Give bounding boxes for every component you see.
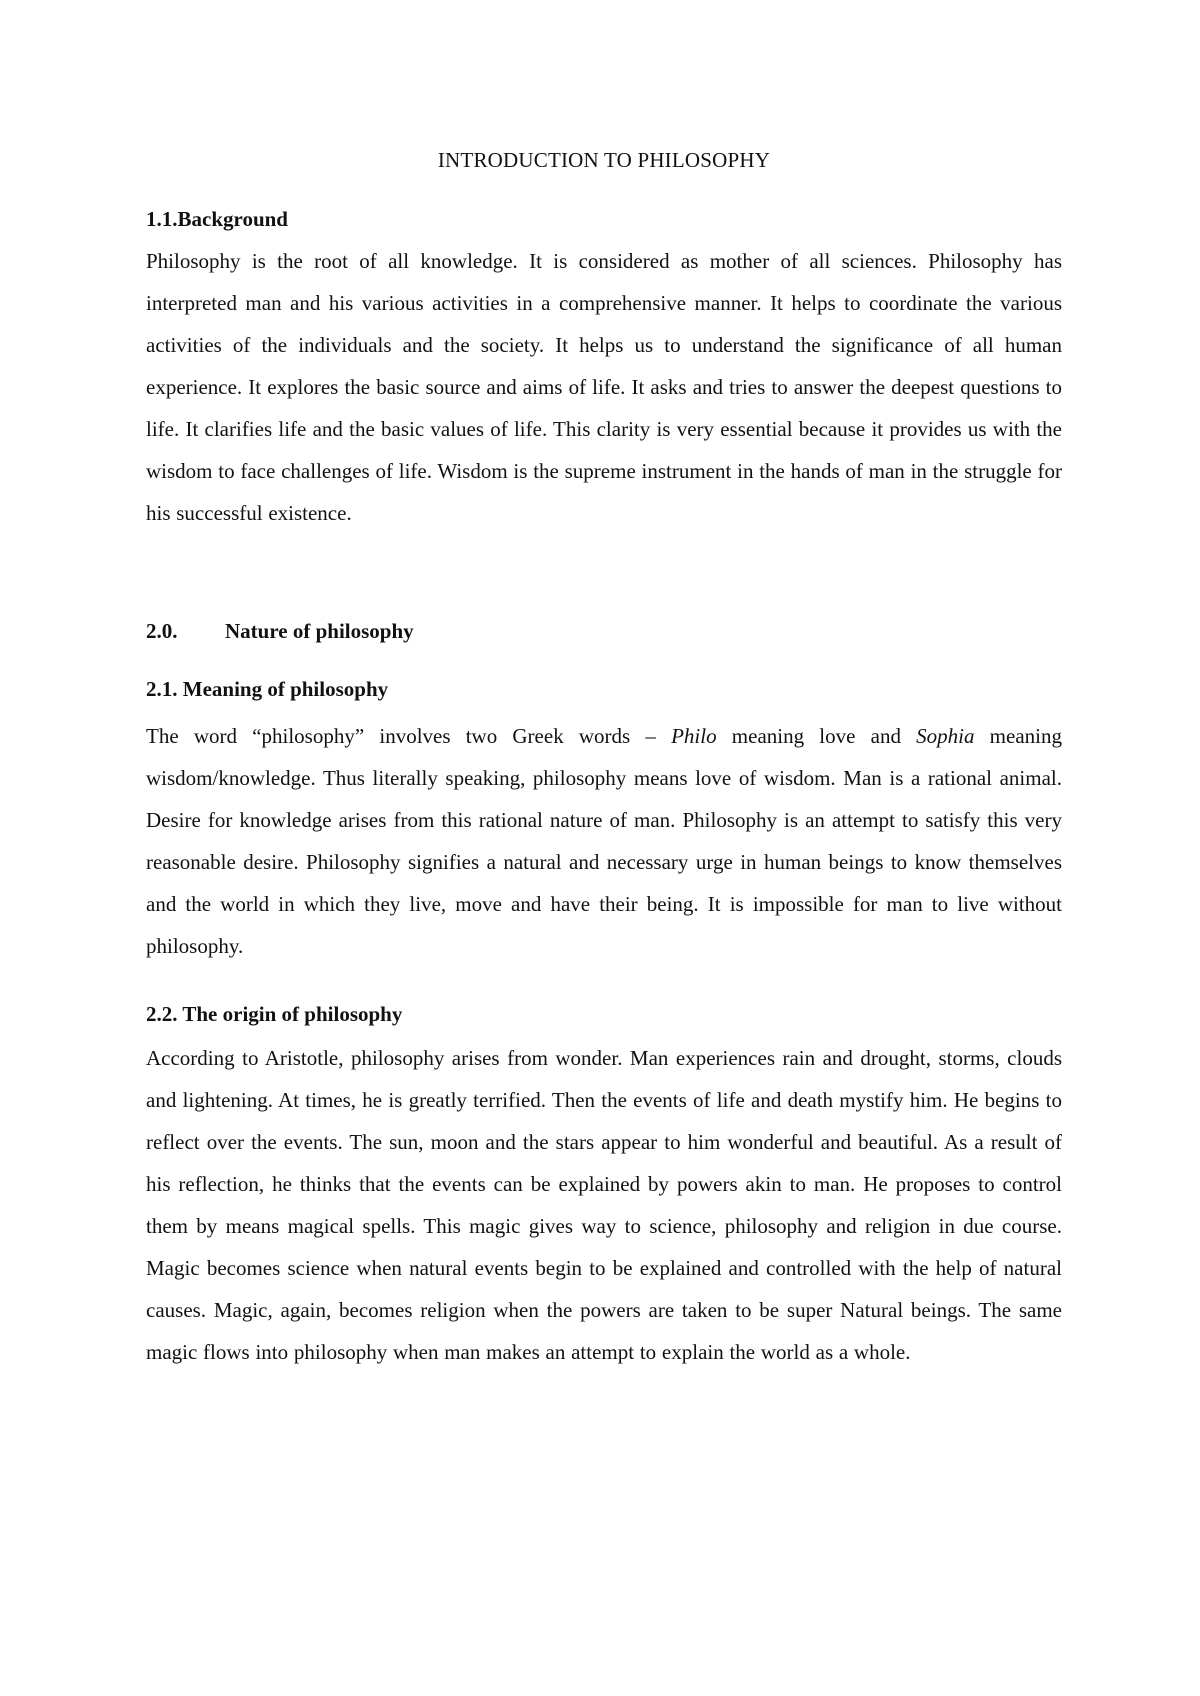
greek-word-philo: Philo (671, 724, 717, 748)
document-title: INTRODUCTION TO PHILOSOPHY (437, 148, 771, 172)
document-page (146, 0, 1062, 1696)
paragraph-text: meaning love and (716, 724, 917, 748)
section-heading-background (146, 206, 288, 232)
section-heading-origin (146, 1001, 402, 1027)
section-heading-meaning (146, 676, 388, 702)
paragraph-text: meaning wisdom/knowledge. Thus literally speaking, philosophy means love of wisdom. Man is a rational animal. Desire for knowledge arises from this rational nature of man. Philosophy is an attempt to satisfy this very reasonable desire. Philosophy signifies a natural and necessary urge in human beings to know themselves and the world in which they live, move and have their being. It is impossible for man to live without philosophy. (146, 724, 1062, 958)
section-number: 1.1. (146, 207, 178, 231)
section-title: Meaning of philosophy (182, 677, 389, 701)
section-heading-nature (146, 618, 414, 644)
paragraph-origin: According to Aristotle, philosophy arises from wonder. Man experiences rain and drought, storms, clouds and lightening. At times, he is greatly terrified. Then the events of life and death mystify him. He begins to reflect over the events. The sun, moon and the stars appear to him wonderful and beautiful. As a result of his reflection, he thinks that the events can be explained by powers akin to man. He proposes to control them by means magical spells. This magic gives way to science, philosophy and religion in due course. Magic becomes science when natural events begin to be explained and controlled with the help of natural causes. Magic, again, becomes religion when the powers are taken to be super Natural beings. The same magic flows into philosophy when man makes an attempt to explain the world as a whole. (146, 1046, 1062, 1364)
paragraph-background: Philosophy is the root of all knowledge. It is considered as mother of all sciences. Philosophy has interpreted man and his various activities in a comprehensive manner. It helps to coordinate the various activities of the individuals and the society. It helps us to understand the significance of all human experience. It explores the basic source and aims of life. It asks and tries to answer the deepest questions to life. It clarifies life and the basic values of life. This clarity is very essential because it provides us with the wisdom to face challenges of life. Wisdom is the supreme instrument in the hands of man in the struggle for his successful existence. (146, 249, 1062, 525)
section-number: 2.0. (146, 619, 178, 643)
paragraph-meaning (146, 715, 1062, 967)
paragraph-text: The word “philosophy” involves two Greek words – (146, 724, 672, 748)
section-title: The origin of philosophy (182, 1002, 403, 1026)
section-number: 2.2. (146, 1002, 178, 1026)
section-number: 2.1. (146, 677, 178, 701)
section-title: Nature of philosophy (225, 619, 414, 643)
section-title: Background (177, 207, 288, 231)
greek-word-sophia: Sophia (916, 724, 975, 748)
